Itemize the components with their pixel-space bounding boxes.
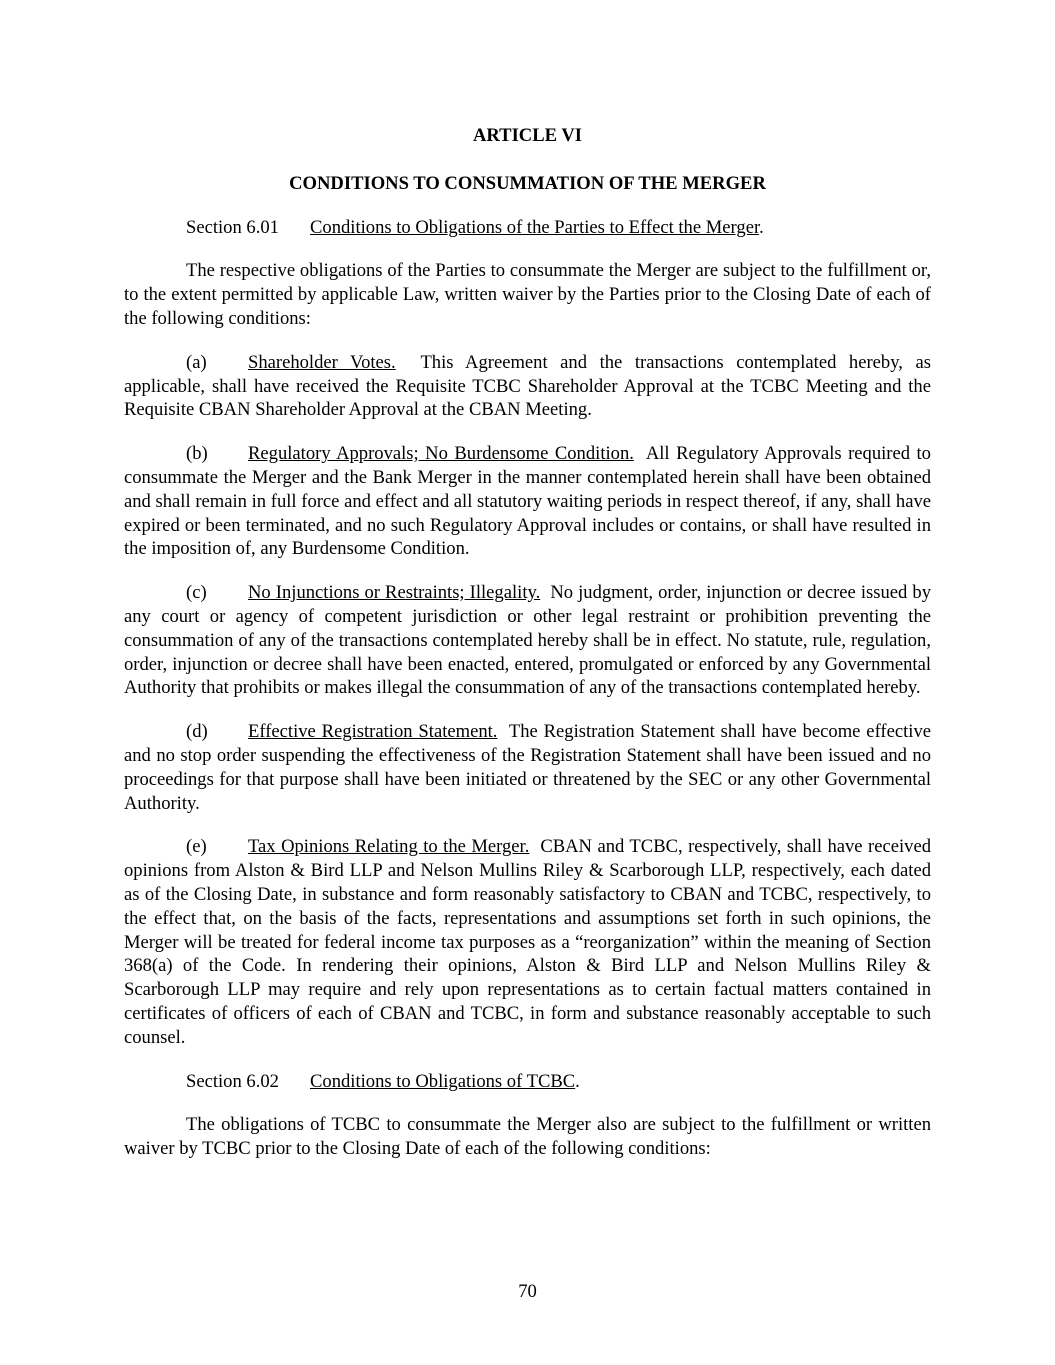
item-title: No Injunctions or Restraints; Illegality. bbox=[248, 582, 541, 604]
document-page bbox=[124, 124, 931, 1161]
item-title: Regulatory Approvals; No Burdensome Condition. bbox=[248, 443, 634, 465]
item-text: All Regulatory Approvals required to consummate the Merger and the Bank Merger in the manner contemplated herein shall have been obtained and shall remain in full force and effect and all statutory waiting periods in respect thereof, if any, shall have expired or been terminated, and no such Regulatory Approval includes or contains, or shall have resulted in the imposition of, any Burdensome Condition. bbox=[124, 443, 931, 560]
section-6-02-intro: The obligations of TCBC to consummate the Merger also are subject to the fulfillment or written waiver by TCBC prior to the Closing Date of each of the following conditions: bbox=[124, 1114, 931, 1160]
section-number: Section 6.02 bbox=[186, 1070, 279, 1092]
page-number: 70 bbox=[518, 1281, 537, 1302]
section-punct: . bbox=[759, 216, 764, 238]
condition-c bbox=[124, 581, 931, 700]
item-marker: (a) bbox=[186, 351, 207, 373]
item-text: This Agreement and the transactions contemplated hereby, as applicable, shall have received the Requisite TCBC Shareholder Approval at the TCBC Meeting and the Requisite CBAN Shareholder Approval at the CBAN Meeting. bbox=[124, 351, 931, 421]
section-6-02-heading bbox=[124, 1070, 931, 1094]
section-6-01-intro: The respective obligations of the Parties to consummate the Merger are subject to the fulfillment or, to the extent permitted by applicable Law, written waiver by the Parties prior to the Closing Date of each of the following conditions: bbox=[124, 260, 931, 329]
condition-b bbox=[124, 442, 931, 561]
item-text: The Registration Statement shall have become effective and no stop order suspending the effectiveness of the Registration Statement shall have been issued and no proceedings for that purpose shall have been initiated or threatened by the SEC or any other Governmental Authority. bbox=[124, 721, 931, 814]
item-title: Tax Opinions Relating to the Merger. bbox=[248, 836, 530, 858]
section-title: Conditions to Obligations of TCBC bbox=[310, 1070, 576, 1092]
section-number: Section 6.01 bbox=[186, 216, 279, 238]
item-marker: (b) bbox=[186, 443, 208, 465]
item-marker: (e) bbox=[186, 836, 207, 858]
item-text: CBAN and TCBC, respectively, shall have received opinions from Alston & Bird LLP and Nelson Mullins Riley & Scarborough LLP, respectively, each dated as of the Closing Date, in substance and form reasonably satisfactory to CBAN and TCBC, respectively, to the effect that, on the basis of the facts, representations and assumptions set forth in such opinions, the Merger will be treated for federal income tax purposes as a “reorganization” within the meaning of Section 368(a) of the Code. In rendering their opinions, Alston & Bird LLP and Nelson Mullins Riley & Scarborough LLP may require and rely upon representations as to certain factual matters contained in certificates of officers of each of CBAN and TCBC, in form and substance reasonably acceptable to such counsel. bbox=[124, 836, 931, 1048]
section-title: Conditions to Obligations of the Parties to Effect the Merger bbox=[310, 216, 760, 238]
item-title: Shareholder Votes. bbox=[248, 351, 396, 373]
article-heading: ARTICLE VI bbox=[472, 125, 583, 146]
condition-a bbox=[124, 351, 931, 422]
condition-d bbox=[124, 720, 931, 815]
condition-e bbox=[124, 835, 931, 1049]
item-text: No judgment, order, injunction or decree issued by any court or agency of competent jurisdiction or other legal restraint or prohibition preventing the consummation of any of the transactions contemplated hereby shall be in effect. No statute, rule, regulation, order, injunction or decree shall have been enacted, entered, promulgated or enforced by any Governmental Authority that prohibits or makes illegal the consummation of any of the transactions contemplated hereby. bbox=[124, 582, 931, 699]
item-title: Effective Registration Statement. bbox=[248, 721, 498, 743]
section-6-01-heading bbox=[124, 216, 931, 240]
section-punct: . bbox=[575, 1070, 580, 1092]
item-marker: (d) bbox=[186, 721, 208, 743]
item-marker: (c) bbox=[186, 582, 207, 604]
article-title: CONDITIONS TO CONSUMMATION OF THE MERGER bbox=[289, 172, 766, 194]
